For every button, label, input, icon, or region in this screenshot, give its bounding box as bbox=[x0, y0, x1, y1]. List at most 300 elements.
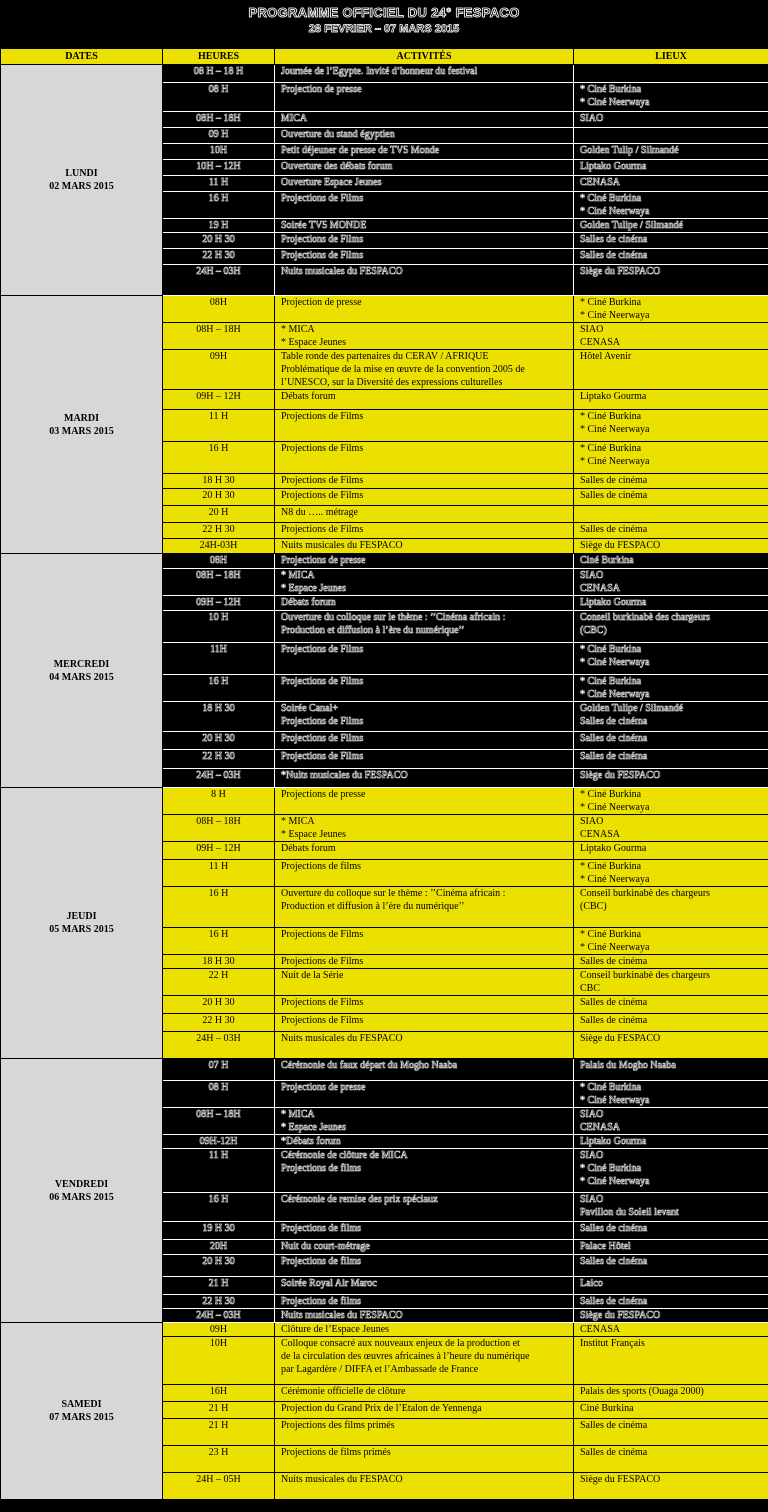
activity-cell bbox=[275, 1337, 574, 1385]
activity-cell bbox=[275, 750, 574, 769]
day-cell bbox=[1, 1059, 163, 1323]
activity-line: Nuits musicales du FESPACO bbox=[281, 1033, 403, 1044]
place-line: Liptako Gourma bbox=[580, 391, 647, 402]
activity-cell bbox=[275, 815, 574, 842]
activity-line: Projections de presse bbox=[281, 1082, 366, 1093]
place-cell bbox=[574, 1149, 768, 1193]
column-header-activities: ACTIVITÉS bbox=[275, 49, 574, 65]
activity-line: Soirée Canal+ bbox=[281, 703, 339, 714]
activity-line: Projections de films bbox=[281, 1223, 361, 1234]
activity-cell bbox=[275, 176, 574, 192]
activity-cell bbox=[275, 1059, 574, 1081]
activity-cell bbox=[275, 1446, 574, 1473]
time-cell: 08H – 18H bbox=[163, 323, 275, 350]
activity-cell bbox=[275, 611, 574, 643]
day-name: MARDI bbox=[64, 412, 99, 424]
time-cell: 20H bbox=[163, 1240, 275, 1255]
place-line: Golden Tulipe / Silmandé bbox=[580, 220, 684, 231]
place-line: Siège du FESPACO bbox=[580, 540, 661, 551]
time-cell: 10H bbox=[163, 1337, 275, 1385]
place-cell bbox=[574, 569, 768, 596]
activity-line: Projections de Films bbox=[281, 524, 364, 535]
activity-line: Projection de presse bbox=[281, 84, 362, 95]
place-cell bbox=[574, 442, 768, 474]
activity-line: Cérémonie officielle de clôture bbox=[281, 1386, 406, 1397]
activity-cell bbox=[275, 249, 574, 265]
time-cell: 22 H bbox=[163, 969, 275, 996]
time-cell: 21 H bbox=[163, 1419, 275, 1446]
time-cell: 09H – 12H bbox=[163, 842, 275, 860]
activity-line: Ouverture des débats forum bbox=[281, 161, 393, 172]
place-cell bbox=[574, 928, 768, 955]
table-row bbox=[1, 554, 768, 569]
place-line: Salles de cinéma bbox=[580, 997, 648, 1008]
time-cell: 08H bbox=[163, 554, 275, 569]
activity-line: Nuit du court-métrage bbox=[281, 1241, 370, 1252]
time-cell: 22 H 30 bbox=[163, 1014, 275, 1032]
place-line: Salles de cinéma bbox=[580, 1420, 648, 1431]
activity-cell bbox=[275, 1108, 574, 1135]
place-line: CENASA bbox=[580, 337, 621, 348]
place-line: Liptako Gourma bbox=[580, 1136, 647, 1147]
activity-line: par Lagardère / DIFFA et l’Ambassade de France bbox=[281, 1364, 479, 1375]
place-cell bbox=[574, 815, 768, 842]
activity-line: Projections de Films bbox=[281, 716, 364, 727]
place-line: * Ciné Burkina bbox=[580, 929, 642, 940]
time-cell: 09 H bbox=[163, 128, 275, 144]
day-date: 03 MARS 2015 bbox=[49, 425, 114, 437]
place-line: CENASA bbox=[580, 177, 621, 188]
activity-line: * Espace Jeunes bbox=[281, 583, 346, 594]
place-line: (CBC) bbox=[580, 625, 607, 636]
place-line: * Ciné Burkina bbox=[580, 1163, 642, 1174]
activity-line: *Nuits musicales du FESPACO bbox=[281, 770, 408, 781]
activity-cell bbox=[275, 160, 574, 176]
day-cell bbox=[1, 296, 163, 554]
activity-line: * MICA bbox=[281, 324, 315, 335]
activity-cell bbox=[275, 506, 574, 523]
activity-cell bbox=[275, 955, 574, 969]
activity-cell bbox=[275, 474, 574, 489]
place-cell bbox=[574, 1277, 768, 1295]
place-cell bbox=[574, 83, 768, 112]
place-cell bbox=[574, 1385, 768, 1402]
place-line: * Ciné Burkina bbox=[580, 789, 642, 800]
activity-cell bbox=[275, 128, 574, 144]
place-line: Salles de cinéma bbox=[580, 1296, 648, 1307]
activity-line: Production et diffusion à l’ère du numérique’’ bbox=[281, 901, 465, 912]
activity-line: MICA bbox=[281, 113, 308, 124]
programme-table bbox=[0, 48, 768, 1500]
table-row bbox=[1, 65, 768, 83]
place-line: Salles de cinéma bbox=[580, 1223, 648, 1234]
time-cell: 19 H 30 bbox=[163, 1222, 275, 1240]
time-cell: 08H bbox=[163, 296, 275, 323]
activity-line: Projections de films primés bbox=[281, 1447, 391, 1458]
place-cell bbox=[574, 675, 768, 702]
activity-line: * Espace Jeunes bbox=[281, 829, 346, 840]
place-cell bbox=[574, 1014, 768, 1032]
activity-cell bbox=[275, 1295, 574, 1309]
activity-cell bbox=[275, 1473, 574, 1500]
activity-line: Journée de l’Egypte. Invité d’honneur du festival bbox=[281, 66, 478, 77]
activity-line: l’UNESCO, sur la Diversité des expressions culturelles bbox=[281, 377, 503, 388]
activity-line: Projections de Films bbox=[281, 751, 364, 762]
place-line: Ciné Burkina bbox=[580, 555, 634, 566]
day-date: 02 MARS 2015 bbox=[49, 181, 114, 192]
place-cell bbox=[574, 160, 768, 176]
time-cell: 18 H 30 bbox=[163, 474, 275, 489]
activity-line: * MICA bbox=[281, 570, 315, 581]
activity-line: Ouverture du stand égyptien bbox=[281, 129, 395, 140]
place-line: Siège du FESPACO bbox=[580, 1474, 661, 1485]
activity-cell bbox=[275, 65, 574, 83]
activity-line: Production et diffusion à l’ère du numérique’’ bbox=[281, 625, 465, 636]
activity-line: Projections de Films bbox=[281, 997, 364, 1008]
activity-cell bbox=[275, 112, 574, 128]
activity-line: * Espace Jeunes bbox=[281, 1122, 346, 1133]
activity-cell bbox=[275, 1309, 574, 1323]
activity-line: Cérémonie de clôture de MICA bbox=[281, 1150, 408, 1161]
activity-line: Projection de presse bbox=[281, 297, 362, 308]
place-line: Salles de cinéma bbox=[580, 733, 648, 744]
activity-cell bbox=[275, 233, 574, 249]
place-cell bbox=[574, 996, 768, 1014]
day-cell bbox=[1, 554, 163, 788]
place-line: Siège du FESPACO bbox=[580, 266, 661, 277]
table-row bbox=[1, 1323, 768, 1337]
activity-line: Nuits musicales du FESPACO bbox=[281, 540, 403, 551]
activity-line: Clôture de l’Espace Jeunes bbox=[281, 1324, 390, 1335]
place-cell bbox=[574, 1193, 768, 1222]
place-line: Palace Hôtel bbox=[580, 1241, 631, 1252]
activity-cell bbox=[275, 1032, 574, 1059]
activity-cell bbox=[275, 265, 574, 296]
activity-cell bbox=[275, 350, 574, 390]
place-line: Pavillon du Soleil levant bbox=[580, 1207, 679, 1218]
activity-line: Débats forum bbox=[281, 597, 336, 608]
place-line: * Ciné Neerwaya bbox=[580, 1095, 650, 1106]
activity-cell bbox=[275, 219, 574, 233]
activity-cell bbox=[275, 489, 574, 506]
day-name: SAMEDI bbox=[61, 1399, 102, 1410]
time-cell: 07 H bbox=[163, 1059, 275, 1081]
activity-line: Projections de Films bbox=[281, 193, 364, 204]
time-cell: 16 H bbox=[163, 928, 275, 955]
place-line: * Ciné Burkina bbox=[580, 676, 642, 687]
place-cell bbox=[574, 643, 768, 675]
activity-cell bbox=[275, 1255, 574, 1277]
time-cell: 18 H 30 bbox=[163, 955, 275, 969]
place-cell bbox=[574, 860, 768, 887]
activity-line: *Débats forum bbox=[281, 1136, 341, 1147]
place-line: Conseil burkinabè des chargeurs bbox=[580, 888, 711, 899]
activity-line: Projections de Films bbox=[281, 1015, 364, 1026]
day-cell bbox=[1, 1323, 163, 1500]
place-cell bbox=[574, 323, 768, 350]
place-line: * Ciné Neerwaya bbox=[580, 456, 650, 467]
table-row bbox=[1, 1059, 768, 1081]
activity-cell bbox=[275, 442, 574, 474]
place-line: * Ciné Neerwaya bbox=[580, 97, 650, 108]
place-line: * Ciné Burkina bbox=[580, 193, 642, 204]
activity-line: Projections de Films bbox=[281, 234, 364, 245]
column-header-dates: DATES bbox=[1, 49, 163, 65]
activity-cell bbox=[275, 1240, 574, 1255]
place-cell bbox=[574, 1255, 768, 1277]
place-cell bbox=[574, 65, 768, 83]
place-line: * Ciné Neerwaya bbox=[580, 424, 650, 435]
activity-cell bbox=[275, 1419, 574, 1446]
activity-line: Ouverture Espace Jeunes bbox=[281, 177, 382, 188]
day-cell bbox=[1, 788, 163, 1059]
place-cell bbox=[574, 955, 768, 969]
place-line: Salles de cinéma bbox=[580, 234, 648, 245]
place-line: Liptako Gourma bbox=[580, 597, 647, 608]
time-cell: 11 H bbox=[163, 410, 275, 442]
time-cell: 24H – 05H bbox=[163, 1473, 275, 1500]
place-line: (CBC) bbox=[580, 901, 607, 912]
place-line: * Ciné Burkina bbox=[580, 443, 642, 454]
activity-line: * Espace Jeunes bbox=[281, 337, 346, 348]
place-line: Salles de cinéma bbox=[580, 956, 648, 967]
place-cell bbox=[574, 1108, 768, 1135]
place-line: CENASA bbox=[580, 1122, 621, 1133]
place-cell bbox=[574, 1081, 768, 1108]
place-cell bbox=[574, 596, 768, 611]
place-cell bbox=[574, 769, 768, 788]
place-line: * Ciné Neerwaya bbox=[580, 206, 650, 217]
place-line: Salles de cinéma bbox=[580, 716, 648, 727]
place-line: * Ciné Burkina bbox=[580, 84, 642, 95]
time-cell: 24H – 03H bbox=[163, 769, 275, 788]
place-line: Salles de cinéma bbox=[580, 250, 648, 261]
activity-line: Projections de films bbox=[281, 861, 361, 872]
activity-line: * MICA bbox=[281, 1109, 315, 1120]
activity-cell bbox=[275, 675, 574, 702]
place-cell bbox=[574, 112, 768, 128]
activity-cell bbox=[275, 1193, 574, 1222]
place-line: SIAO bbox=[580, 816, 604, 827]
time-cell: 09H – 12H bbox=[163, 390, 275, 410]
place-line: SIAO bbox=[580, 1109, 604, 1120]
place-line: * Ciné Neerwaya bbox=[580, 689, 650, 700]
place-line: Salles de cinéma bbox=[580, 490, 648, 501]
place-cell bbox=[574, 1309, 768, 1323]
activity-line: Projections de Films bbox=[281, 733, 364, 744]
time-cell: 18 H 30 bbox=[163, 702, 275, 732]
place-line: SIAO bbox=[580, 1150, 604, 1161]
activity-line: Projections de Films bbox=[281, 676, 364, 687]
time-cell: 20 H 30 bbox=[163, 732, 275, 750]
place-line: Conseil burkinabè des chargeurs bbox=[580, 970, 711, 981]
time-cell: 22 H 30 bbox=[163, 523, 275, 539]
place-cell bbox=[574, 969, 768, 996]
table-header-row bbox=[1, 49, 768, 65]
time-cell: 22 H 30 bbox=[163, 1295, 275, 1309]
activity-line: Projections de films bbox=[281, 1256, 361, 1267]
place-line: * Ciné Neerwaya bbox=[580, 310, 650, 321]
time-cell: 11 H bbox=[163, 1149, 275, 1193]
time-cell: 8 H bbox=[163, 788, 275, 815]
place-line: Palais du Mogho Naaba bbox=[580, 1060, 676, 1071]
activity-cell bbox=[275, 192, 574, 219]
place-line: * Ciné Burkina bbox=[580, 411, 642, 422]
column-header-places: LIEUX bbox=[574, 49, 768, 65]
activity-cell bbox=[275, 1385, 574, 1402]
activity-line: Projections de presse bbox=[281, 555, 366, 566]
place-line: SIAO bbox=[580, 113, 604, 124]
activity-cell bbox=[275, 769, 574, 788]
time-cell: 11 H bbox=[163, 176, 275, 192]
place-line: Salles de cinéma bbox=[580, 1447, 648, 1458]
activity-line: Projections de Films bbox=[281, 250, 364, 261]
activity-line: Petit déjeuner de presse de TV5 Monde bbox=[281, 145, 440, 156]
activity-line: de la circulation des œuvres africaines à l’heure du numérique bbox=[281, 1351, 530, 1362]
place-cell bbox=[574, 350, 768, 390]
time-cell: 08 H – 18 H bbox=[163, 65, 275, 83]
activity-line: Colloque consacré aux nouveaux enjeux de la production et bbox=[281, 1338, 520, 1349]
table-row bbox=[1, 296, 768, 323]
time-cell: 08H – 18H bbox=[163, 569, 275, 596]
time-cell: 19 H bbox=[163, 219, 275, 233]
time-cell: 20 H 30 bbox=[163, 489, 275, 506]
place-line: * Ciné Burkina bbox=[580, 644, 642, 655]
place-cell bbox=[574, 1402, 768, 1419]
place-line: * Ciné Burkina bbox=[580, 297, 642, 308]
place-cell bbox=[574, 523, 768, 539]
activity-cell bbox=[275, 1014, 574, 1032]
activity-line: Nuits musicales du FESPACO bbox=[281, 1474, 403, 1485]
place-cell bbox=[574, 1032, 768, 1059]
time-cell: 16 H bbox=[163, 675, 275, 702]
time-cell: 24H – 03H bbox=[163, 1309, 275, 1323]
time-cell: 08 H bbox=[163, 83, 275, 112]
activity-line: Projections des films primés bbox=[281, 1420, 395, 1431]
activity-cell bbox=[275, 1323, 574, 1337]
time-cell: 24H – 03H bbox=[163, 1032, 275, 1059]
place-line: SIAO bbox=[580, 324, 604, 335]
time-cell: 08H – 18H bbox=[163, 1108, 275, 1135]
place-line: Siège du FESPACO bbox=[580, 770, 661, 781]
place-cell bbox=[574, 144, 768, 160]
day-name: VENDREDI bbox=[54, 1178, 109, 1190]
place-line: * Ciné Neerwaya bbox=[580, 802, 650, 813]
activity-cell bbox=[275, 702, 574, 732]
place-cell bbox=[574, 1419, 768, 1446]
activity-line: Projections de films bbox=[281, 1296, 361, 1307]
place-line: Salles de cinéma bbox=[580, 751, 648, 762]
place-cell bbox=[574, 249, 768, 265]
activity-cell bbox=[275, 1135, 574, 1149]
page-subtitle: 28 FEVRIER – 07 MARS 2015 bbox=[308, 23, 460, 35]
place-line: Palais des sports (Ouaga 2000) bbox=[580, 1386, 704, 1397]
place-cell bbox=[574, 887, 768, 928]
place-line: Ciné Burkina bbox=[580, 1403, 634, 1414]
page-header bbox=[0, 0, 768, 47]
day-name: JEUDI bbox=[66, 911, 97, 922]
time-cell: 24H-03H bbox=[163, 539, 275, 554]
activity-line: Soirée Royal Air Maroc bbox=[281, 1278, 377, 1289]
activity-cell bbox=[275, 323, 574, 350]
time-cell: 16 H bbox=[163, 887, 275, 928]
activity-cell bbox=[275, 1402, 574, 1419]
time-cell: 23 H bbox=[163, 1446, 275, 1473]
activity-cell bbox=[275, 296, 574, 323]
place-line: Siège du FESPACO bbox=[580, 1310, 661, 1321]
place-line: Siège du FESPACO bbox=[580, 1033, 661, 1044]
time-cell: 21 H bbox=[163, 1277, 275, 1295]
activity-cell bbox=[275, 969, 574, 996]
place-cell bbox=[574, 176, 768, 192]
time-cell: 20 H bbox=[163, 506, 275, 523]
place-cell bbox=[574, 554, 768, 569]
activity-line: Débats forum bbox=[281, 391, 336, 402]
activity-line: Projections de Films bbox=[281, 929, 364, 940]
place-line: Salles de cinéma bbox=[580, 1256, 648, 1267]
place-line: Golden Tulip / Silmandé bbox=[580, 145, 679, 156]
place-cell bbox=[574, 265, 768, 296]
day-date: 05 MARS 2015 bbox=[49, 924, 114, 935]
time-cell: 08H – 18H bbox=[163, 815, 275, 842]
place-line: * Ciné Neerwaya bbox=[580, 1176, 650, 1187]
place-line: CENASA bbox=[580, 1324, 621, 1335]
activity-cell bbox=[275, 596, 574, 611]
place-line: Salles de cinéma bbox=[580, 524, 648, 535]
time-cell: 16 H bbox=[163, 192, 275, 219]
activity-line: Nuits musicales du FESPACO bbox=[281, 1310, 403, 1321]
place-line: Salles de cinéma bbox=[580, 1015, 648, 1026]
page-title: PROGRAMME OFFICIEL DU 24° FESPACO bbox=[248, 5, 520, 20]
time-cell: 16 H bbox=[163, 442, 275, 474]
place-line: Laico bbox=[580, 1278, 603, 1289]
time-cell: 09H-12H bbox=[163, 1135, 275, 1149]
time-cell: 16H bbox=[163, 1385, 275, 1402]
place-cell bbox=[574, 219, 768, 233]
activity-line: Projections de Films bbox=[281, 475, 364, 486]
place-line: CENASA bbox=[580, 829, 621, 840]
place-cell bbox=[574, 489, 768, 506]
place-line: CBC bbox=[580, 983, 601, 994]
place-cell bbox=[574, 506, 768, 523]
activity-cell bbox=[275, 732, 574, 750]
activity-cell bbox=[275, 842, 574, 860]
place-line: CENASA bbox=[580, 583, 621, 594]
activity-line: Projections de Films bbox=[281, 956, 364, 967]
activity-cell bbox=[275, 928, 574, 955]
activity-line: Projections de Films bbox=[281, 644, 364, 655]
place-line: * Ciné Neerwaya bbox=[580, 657, 650, 668]
activity-line: Projections de Films bbox=[281, 490, 364, 501]
activity-cell bbox=[275, 569, 574, 596]
activity-cell bbox=[275, 83, 574, 112]
activity-line: Problématique de la mise en œuvre de la convention 2005 de bbox=[281, 364, 525, 375]
place-cell bbox=[574, 1295, 768, 1309]
place-line: Conseil burkinabè des chargeurs bbox=[580, 612, 711, 623]
place-cell bbox=[574, 842, 768, 860]
time-cell: 20 H 30 bbox=[163, 233, 275, 249]
activity-line: Débats forum bbox=[281, 843, 336, 854]
place-line: * Ciné Burkina bbox=[580, 1082, 642, 1093]
place-cell bbox=[574, 1337, 768, 1385]
time-cell: 11H bbox=[163, 643, 275, 675]
time-cell: 20 H 30 bbox=[163, 996, 275, 1014]
activity-cell bbox=[275, 390, 574, 410]
place-line: Salles de cinéma bbox=[580, 475, 648, 486]
day-date: 06 MARS 2015 bbox=[49, 1191, 114, 1203]
activity-cell bbox=[275, 996, 574, 1014]
time-cell: 10H – 12H bbox=[163, 160, 275, 176]
